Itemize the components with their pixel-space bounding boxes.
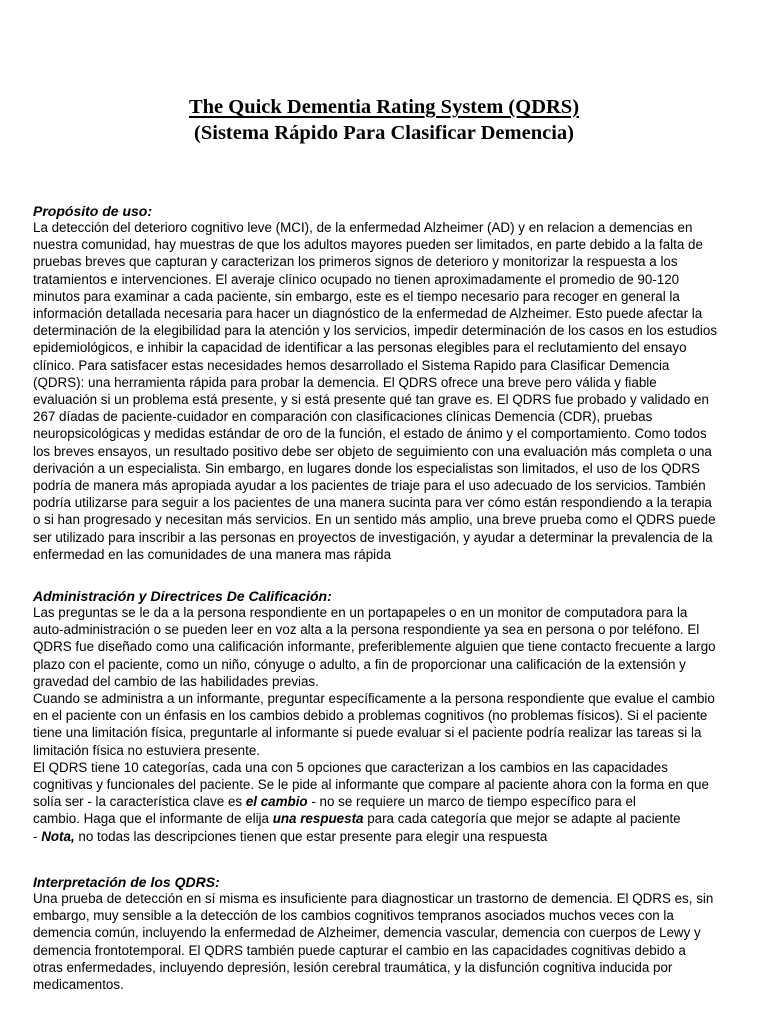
document-subtitle: (Sistema Rápido Para Clasificar Demencia) <box>194 122 574 144</box>
paragraph-line: información detallada necesaria para hacer un diagnóstico de la enfermedad de Alzheimer. Esto puede afectar la <box>33 306 703 322</box>
paragraph-line: podría utilizarse para seguir a los pacientes de una manera sucinta para ver cómo están respondiendo a la terapia <box>33 495 712 511</box>
emphasis-nota: Nota, <box>41 828 75 844</box>
text-run: cambio. Haga que el informante de elija <box>33 811 273 827</box>
text-run: - no se requiere un marco de tiempo específico para el <box>307 794 636 810</box>
paragraph-line: plazo con el paciente, como un niño, cónyuge o adulto, a fin de proporcionar una calificación de la extensión y <box>33 656 686 672</box>
paragraph-line: clínico. Para satisfacer estas necesidades hemos desarrollado el Sistema Rapido para Clasificar Demencia <box>33 357 670 373</box>
paragraph-line: Cuando se administra a un informante, preguntar específicamente a la persona respondiente que evalue el cambio <box>33 691 715 707</box>
text-run: - <box>33 828 42 844</box>
paragraph-line: o si han progresado y necesitan más servicios. En un sentido más amplio, una breve prueba como el QDRS puede <box>33 512 716 528</box>
paragraph-line: derivación a un especialista. Sin embargo, en lugares donde los especialistas son limitados, el uso de los QDRS <box>33 460 700 476</box>
paragraph-line: enfermedad en las comunidades de una manera mas rápida <box>33 546 392 562</box>
paragraph-line: neuropsicológicas y medidas estándar de oro de la función, el estado de ánimo y el comportamiento. Como todos <box>33 426 707 442</box>
paragraph-line: embargo, muy sensible a la detección de los cambios cognitivos tempranos asociados muchos veces con la <box>33 908 674 924</box>
paragraph-line: los breves ensayos, un resultado positivo debe ser objeto de seguimiento con una evaluación más completa o una <box>33 443 712 459</box>
paragraph-line: pruebas breves que capturan y caracterizan los primeros signos de deterioro y monitorizar la respuesta a los <box>33 254 678 270</box>
paragraph-line: (QDRS): una herramienta rápida para probar la demencia. El QDRS ofrece una breve pero válida y fiable <box>33 374 657 390</box>
paragraph-line: La detección del deterioro cognitivo leve (MCI), de la enfermedad Alzheimer (AD) y en relacion a demencias en <box>33 220 693 235</box>
paragraph-line: ser utilizado para inscribir a las personas en proyectos de investigación, y ayudar a determinar la prevalencia de la <box>33 529 713 545</box>
section-heading-administracion: Administración y Directrices De Calificación: <box>33 588 332 604</box>
section-body-interpretacion <box>33 890 737 993</box>
paragraph-line: Las preguntas se le da a la persona respondiente en un portapapeles o en un monitor de computadora para la <box>33 605 688 620</box>
text-run: para cada categoría que mejor se adapte al paciente <box>363 811 681 827</box>
paragraph-line: limitación física no estuviera presente. <box>33 742 261 758</box>
text-run: no todas las descripciones tienen que estar presente para elegir una respuesta <box>74 828 548 844</box>
paragraph-line: podría de manera más apropiada ayudar a los pacientes de triaje para el uso adecuado de los servicios. También <box>33 478 706 494</box>
paragraph-line <box>33 793 737 810</box>
paragraph-line: medicamentos. <box>33 977 124 993</box>
paragraph-line <box>33 828 737 845</box>
paragraph-line <box>33 810 737 827</box>
paragraph-line: minutos para examinar a cada paciente, sin embargo, este es el tiempo necesario para recoger en general la <box>33 288 680 304</box>
paragraph-line: QDRS fue diseñado como una calificación informante, preferiblemente alguien que tiene contacto frecuente a largo <box>33 639 716 655</box>
paragraph-line: auto-administración o se pueden leer en voz alta a la persona respondiente ya sea en persona o por teléfono. El <box>33 622 700 638</box>
section-body-proposito <box>33 219 737 563</box>
document-title: The Quick Dementia Rating System (QDRS) <box>188 96 580 118</box>
paragraph-line: tratamientos e intervenciones. El averaje clínico ocupado no tienen aproximadamente el promedio de 90-120 <box>33 271 680 287</box>
paragraph-line: tiene una limitación física, preguntarle al informante si puede evaluar si el paciente podría realizar las tareas si la <box>33 725 702 741</box>
paragraph-line: gravedad del cambio de las habilidades previas. <box>33 673 319 689</box>
section-heading-interpretacion: Interpretación de los QDRS: <box>33 874 220 890</box>
paragraph-line: 267 díadas de paciente-cuidador en comparación con clasificaciones clínicas Demencia (CDR), pruebas <box>33 409 653 425</box>
paragraph-line: determinación de la elegibilidad para la atención y los servicios, impedir determinación de los casos en los estudios <box>33 323 718 339</box>
paragraph-line: demencia frontotemporal. El QDRS también puede capturar el cambio en las capacidades cognitivas debido a <box>33 942 686 958</box>
paragraph-line: evaluación si un problema está presente, y si está presente qué tan grave es. El QDRS fue probado y validado en <box>33 392 709 408</box>
paragraph-line: nuestra comunidad, hay muestras de que los adultos mayores pueden ser limitados, en parte debido a la falta de <box>33 237 703 253</box>
paragraph-line: cognitivas y funcionales del paciente. Se le pide al informante que compare al paciente ahora con la forma en que <box>33 777 709 793</box>
paragraph-line: demencia común, incluyendo la enfermedad de Alzheimer, demencia vascular, demencia con cuerpos de Lewy y <box>33 925 701 941</box>
emphasis-el-cambio: el cambio <box>245 794 308 810</box>
section-heading-proposito: Propósito de uso: <box>33 203 152 219</box>
section-body-administracion <box>33 604 737 845</box>
paragraph-line: otras enfermedades, incluyendo depresión, lesión cerebral traumática, y la disfunción cognitiva inducida por <box>33 959 673 975</box>
paragraph-line: El QDRS tiene 10 categorías, cada una con 5 opciones que caracterizan a los cambios en las capacidades <box>33 759 668 775</box>
emphasis-una-respuesta: una respuesta <box>272 811 364 827</box>
paragraph-line: Una prueba de detección en sí misma es insuficiente para diagnosticar un trastorno de demencia. El QDRS es, sin <box>33 891 714 906</box>
paragraph-line: epidemiológicos, e inhibir la capacidad de identificar a las personas elegibles para el reclutamiento del ensayo <box>33 340 687 356</box>
paragraph-line: en el paciente con un énfasis en los cambios debido a problemas cognitivos (no problemas físicos). Si el paciente <box>33 708 708 724</box>
text-run: solía ser - la característica clave es <box>33 794 246 810</box>
